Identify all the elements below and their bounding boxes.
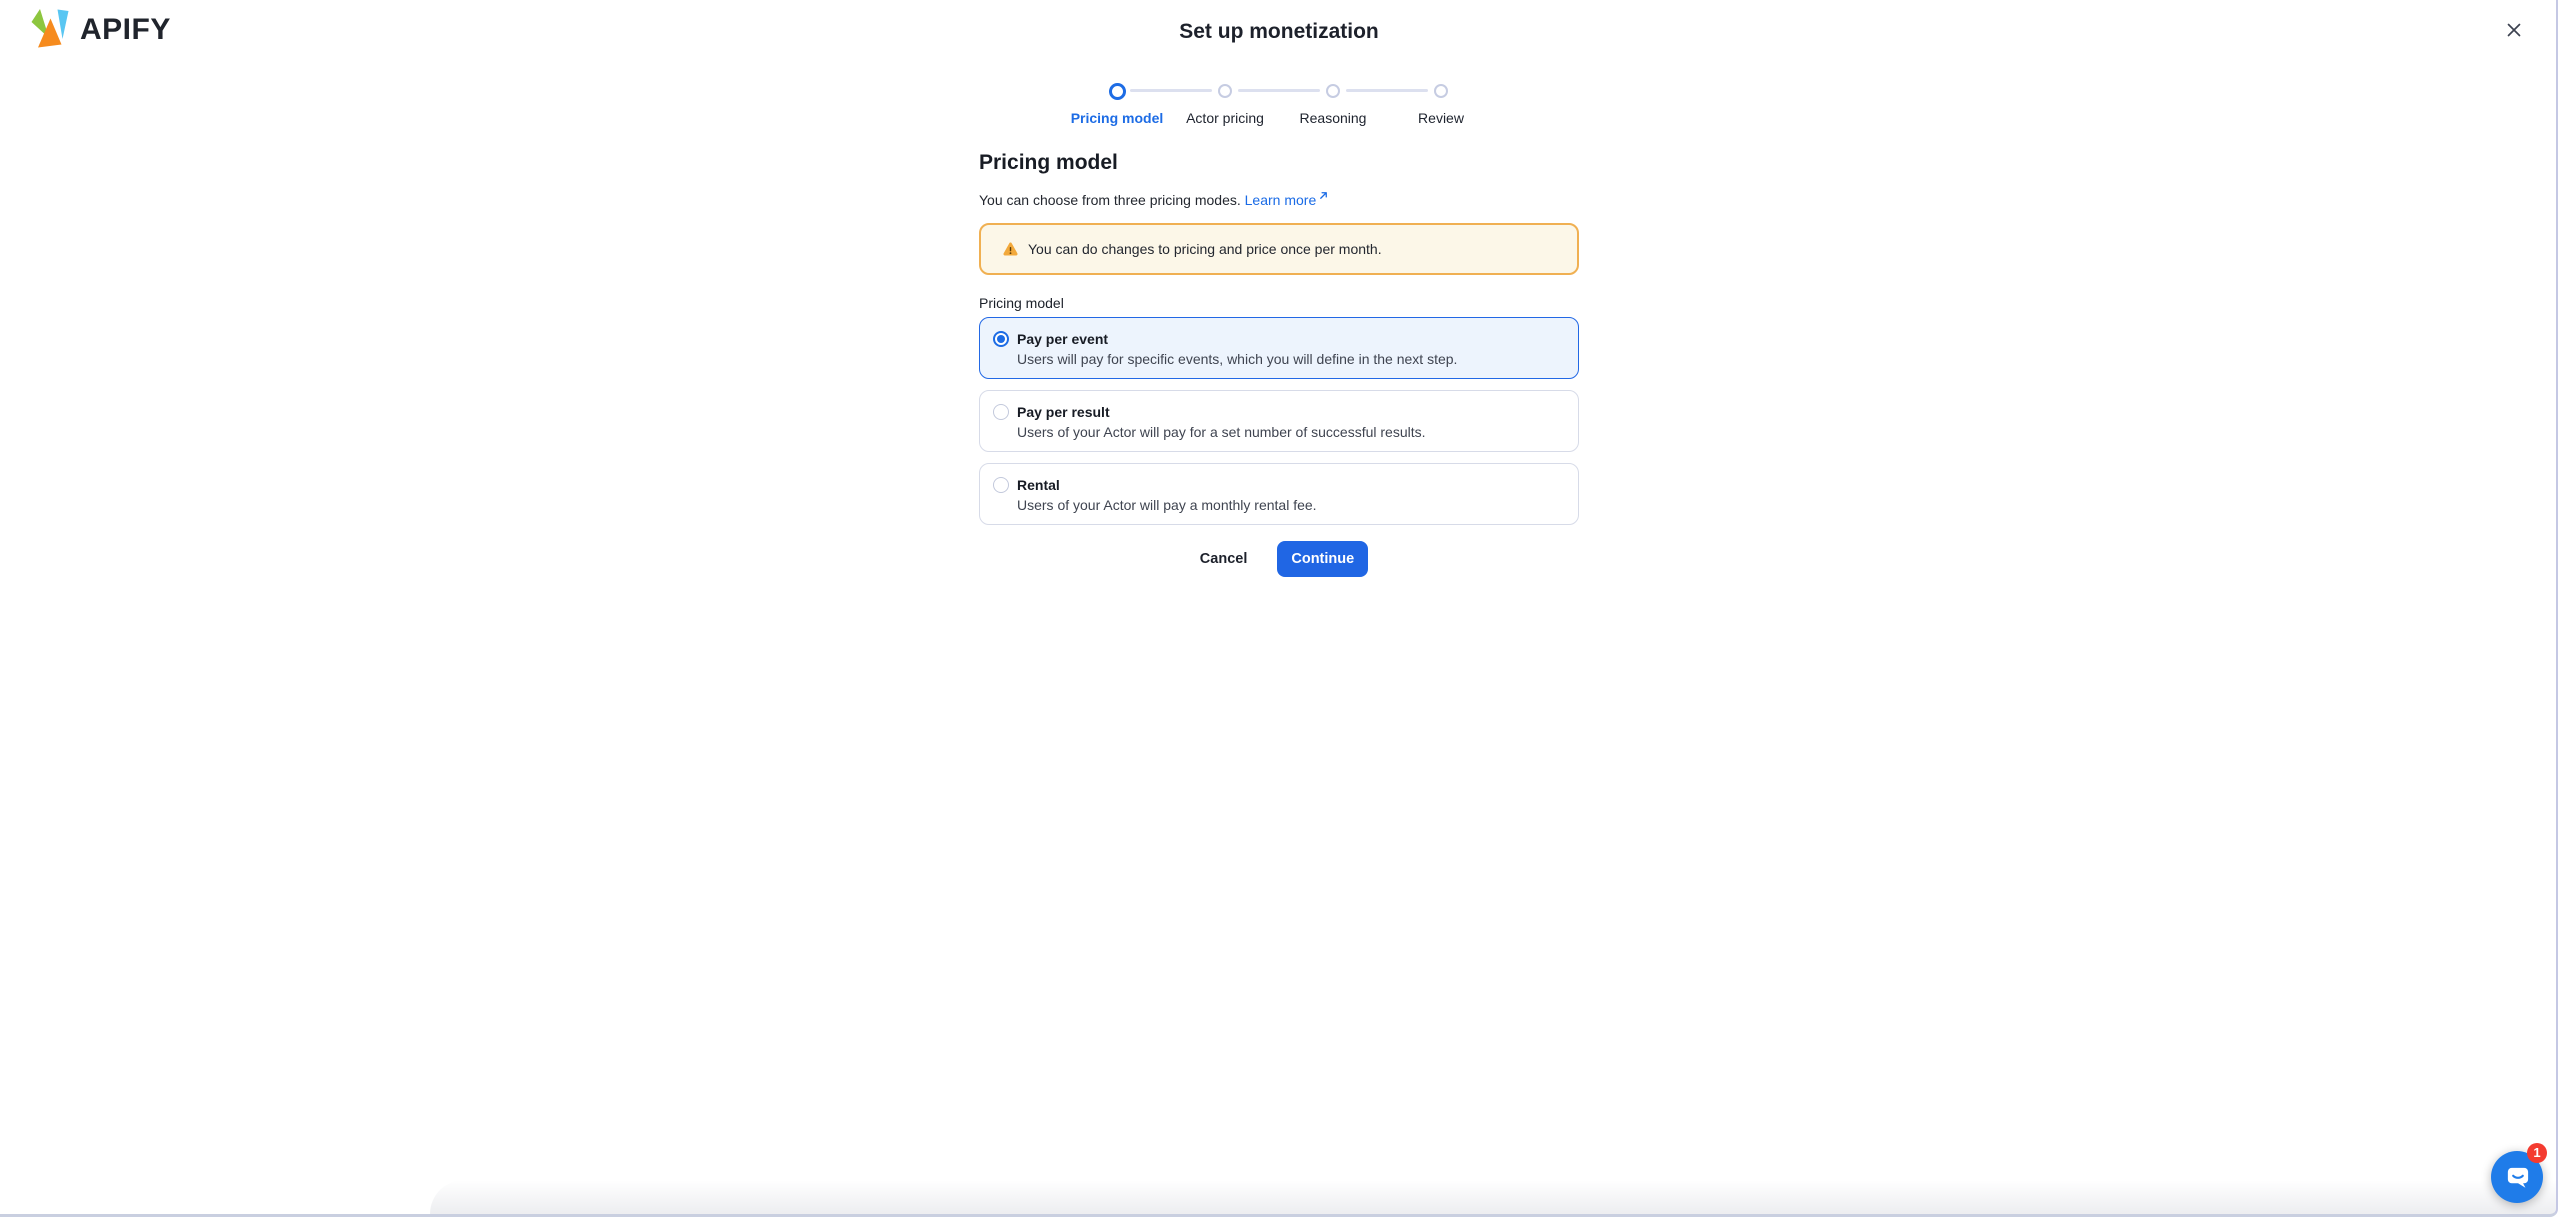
- close-button[interactable]: [2496, 12, 2532, 48]
- option-title: Pay per result: [1017, 404, 1110, 420]
- main-content: [979, 150, 1579, 577]
- chat-launcher-button[interactable]: [2491, 1145, 2543, 1203]
- pricing-model-field-label: Pricing model: [979, 295, 1064, 311]
- step-circle: [1326, 84, 1340, 98]
- intro-text: [979, 186, 1579, 210]
- step-circle: [1218, 84, 1232, 98]
- radio-rental[interactable]: [993, 477, 1009, 493]
- intro-sentence: You can choose from three pricing modes.: [979, 192, 1241, 208]
- option-description: Users will pay for specific events, which you will define in the next step.: [1017, 351, 1458, 367]
- step-label-review[interactable]: Review: [1418, 110, 1464, 126]
- brand-wordmark: APIFY: [80, 13, 171, 46]
- action-buttons: [979, 541, 1579, 577]
- option-description: Users of your Actor will pay for a set number of successful results.: [1017, 424, 1426, 440]
- external-link-icon: [1318, 186, 1329, 206]
- step-connector: [1238, 89, 1320, 92]
- step-connector: [1346, 89, 1428, 92]
- option-text: [1017, 475, 1317, 524]
- step-label-actor-pricing[interactable]: Actor pricing: [1186, 110, 1264, 126]
- option-description: Users of your Actor will pay a monthly rental fee.: [1017, 497, 1317, 513]
- option-card-pay-per-result[interactable]: [979, 390, 1579, 452]
- step-circle-active: [1109, 83, 1126, 100]
- warning-banner: [979, 223, 1579, 275]
- notification-badge: 1: [2527, 1143, 2547, 1163]
- bottom-shadow: [430, 1180, 2556, 1214]
- step-label-pricing-model[interactable]: Pricing model: [1070, 110, 1164, 126]
- step-connector: [1130, 89, 1212, 92]
- option-text: [1017, 329, 1457, 378]
- step-label-reasoning[interactable]: Reasoning: [1299, 110, 1367, 126]
- radio-pay-per-event[interactable]: [993, 331, 1009, 347]
- continue-button[interactable]: Continue: [1277, 541, 1368, 577]
- step-circle: [1434, 84, 1448, 98]
- page-title: Set up monetization: [1179, 20, 1379, 43]
- warning-text: You can do changes to pricing and price once per month.: [1028, 241, 1382, 257]
- option-card-rental[interactable]: [979, 463, 1579, 525]
- learn-more-link[interactable]: [1245, 192, 1330, 208]
- option-title: Pay per event: [1017, 331, 1109, 347]
- chat-bubble-icon: [2504, 1164, 2531, 1191]
- stepper: [1063, 82, 1495, 140]
- learn-more-label: Learn more: [1244, 192, 1317, 208]
- section-heading: Pricing model: [979, 151, 1118, 174]
- option-card-pay-per-event[interactable]: [979, 317, 1579, 379]
- warning-icon: [1002, 241, 1019, 258]
- close-icon: [2504, 20, 2524, 40]
- option-text: [1017, 402, 1426, 451]
- option-title: Rental: [1017, 477, 1060, 493]
- cancel-button[interactable]: Cancel: [1190, 541, 1258, 577]
- radio-pay-per-result[interactable]: [993, 404, 1009, 420]
